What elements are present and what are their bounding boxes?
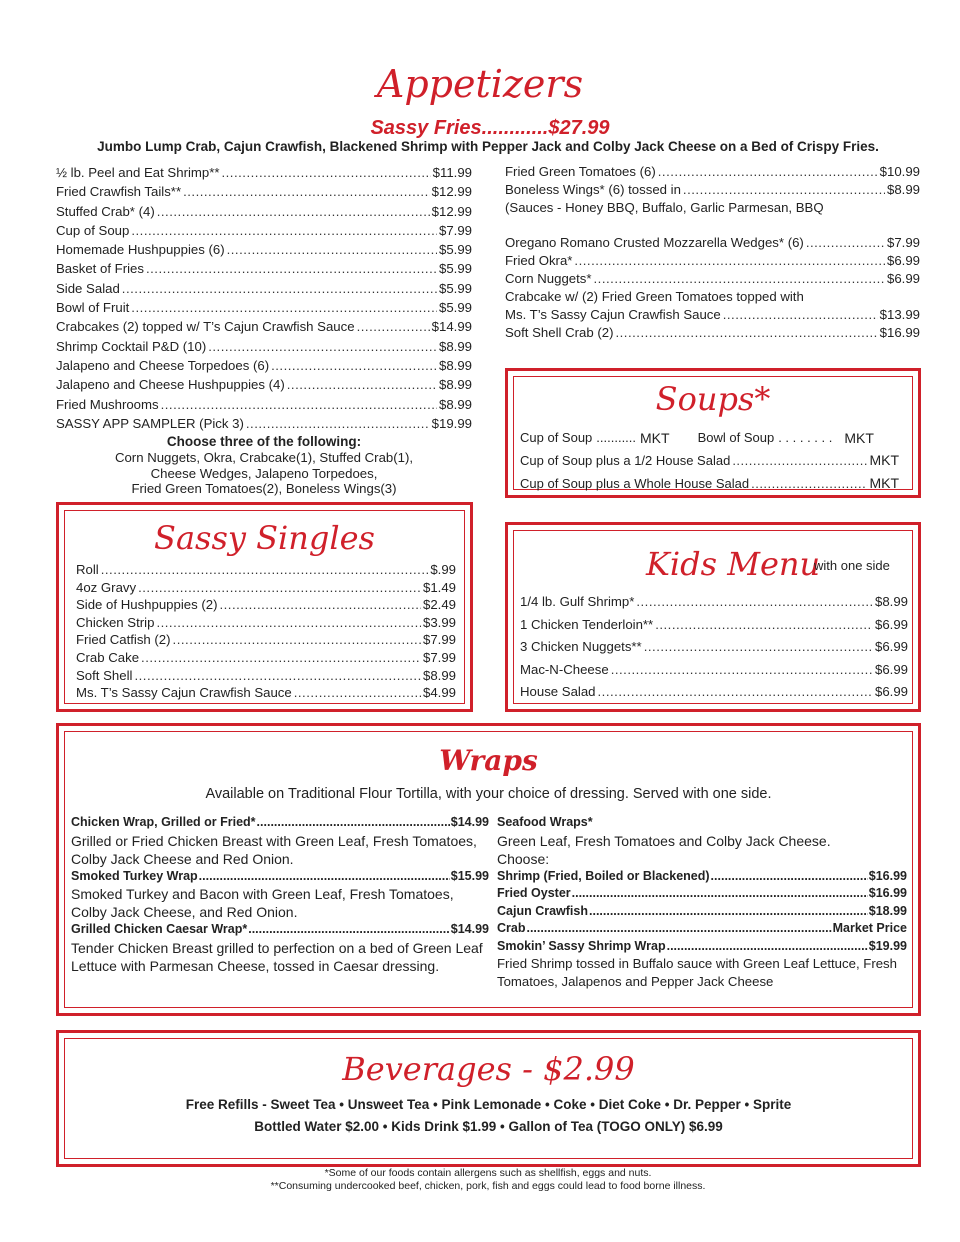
leader-dots — [574, 252, 885, 270]
menu-item — [76, 561, 456, 579]
leader-dots — [271, 356, 437, 375]
leader-dots — [199, 868, 450, 886]
item-price: $12.99 — [431, 184, 472, 200]
item-price: $16.99 — [868, 886, 907, 900]
leader-dots — [598, 681, 873, 704]
menu-item — [56, 202, 472, 221]
leader-dots — [636, 591, 873, 614]
item-name: Cup of Soup plus a 1/2 House Salad — [520, 453, 731, 468]
wrap-description: Grilled or Fried Chicken Breast with Green Leaf, Fresh Tomatoes, Colby Jack Cheese and Red Onion. — [71, 832, 477, 867]
soups-title: Soups* — [655, 380, 771, 418]
leader-dots — [134, 667, 421, 685]
menu-item — [505, 324, 920, 342]
item-name: Shrimp Cocktail P&D (10) — [56, 338, 207, 354]
seafood-choose-label: Choose: — [497, 850, 550, 867]
leader-dots — [156, 614, 421, 632]
leader-dots — [138, 579, 421, 597]
item-price: $5.99 — [438, 280, 472, 296]
menu-item — [76, 649, 456, 667]
leader-dots — [246, 414, 430, 433]
item-name: Soft Shell Crab (2) — [505, 325, 614, 340]
menu-item — [520, 681, 908, 704]
item-name: Side of Hushpuppies (2) — [76, 597, 218, 613]
item-price: $19.99 — [868, 938, 907, 953]
menu-item — [76, 631, 456, 649]
sampler-line: Cheese Wedges, Jalapeno Torpedoes, — [150, 465, 378, 481]
sampler-line: Fried Green Tomatoes(2), Boneless Wings(3) — [131, 481, 397, 497]
wrap-item — [71, 921, 489, 939]
item-price: $8.99 — [438, 338, 472, 354]
appetizers-right-list — [505, 163, 920, 342]
sassy-fries-heading: Sassy Fries............$27.99 — [370, 117, 610, 139]
item-name: Smokin’ Sassy Shrimp Wrap — [497, 938, 666, 953]
item-price: $6.99 — [886, 271, 920, 286]
smokin-wrap-description: Fried Shrimp tossed in Buffalo sauce with Green Leaf Lettuce, Fresh Tomatoes, Jalapenos and Pepper Jack Cheese — [497, 956, 897, 989]
item-price: $10.99 — [879, 164, 920, 179]
item-name: Ms. T’s Sassy Cajun Crawfish Sauce — [76, 685, 292, 701]
menu-item — [76, 614, 456, 632]
beverages-section — [56, 1030, 921, 1167]
item-price: $5.99 — [438, 242, 472, 258]
leader-dots — [655, 614, 873, 637]
menu-item — [56, 356, 472, 375]
menu-item — [505, 306, 920, 324]
item-price: $4.99 — [422, 685, 456, 701]
seafood-wraps-description: Green Leaf, Fresh Tomatoes and Colby Jack Cheese. — [497, 832, 831, 849]
item-name: Oregano Romano Crusted Mozzarella Wedges* (6) — [505, 235, 804, 250]
menu-item — [56, 259, 472, 278]
item-name: Crab Cake — [76, 649, 140, 665]
leader-dots — [611, 659, 873, 682]
menu-item — [520, 591, 908, 614]
sampler-line: Corn Nuggets, Okra, Crabcake(1), Stuffed Crab(1), — [114, 450, 414, 466]
wrap-item — [71, 814, 489, 832]
leader-dots — [357, 317, 430, 336]
menu-item — [76, 667, 456, 685]
leader-dots: . . . . . . . . — [778, 430, 833, 445]
item-price: $8.99 — [874, 594, 908, 609]
leader-dots — [131, 221, 437, 240]
leader-dots — [122, 279, 437, 298]
wraps-subtitle: Available on Traditional Flour Tortilla, with your choice of dressing. Served with one side. — [205, 786, 772, 802]
item-price: $7.99 — [886, 235, 920, 250]
leader-dots — [294, 684, 421, 702]
item-name: Soft Shell — [76, 667, 133, 683]
sampler-options — [56, 450, 472, 497]
leader-dots — [219, 596, 421, 614]
menu-item — [520, 427, 900, 449]
menu-item — [497, 903, 907, 921]
menu-item — [56, 337, 472, 356]
item-price: MKT — [869, 475, 899, 491]
leader-dots — [711, 868, 868, 886]
leader-dots — [658, 163, 878, 181]
item-name: Cup of Soup — [56, 222, 130, 238]
sassy-singles-section — [56, 502, 473, 712]
leader-dots — [173, 631, 421, 649]
kids-menu-title: Kids Menu — [646, 545, 821, 583]
item-price: $2.49 — [422, 597, 456, 613]
item-name: Cup of Soup plus a Whole House Salad — [520, 476, 750, 491]
item-price: $6.99 — [874, 684, 908, 699]
item-name: Fried Okra* — [505, 253, 573, 268]
item-name: Smoked Turkey Wrap — [71, 868, 198, 883]
leader-dots: ........... — [596, 430, 637, 445]
item-name: 4oz Gravy — [76, 579, 137, 595]
item-name: Corn Nuggets* — [505, 271, 592, 286]
menu-item — [505, 270, 920, 288]
leader-dots — [667, 938, 868, 956]
leader-dots — [208, 337, 437, 356]
menu-item — [520, 472, 899, 495]
menu-item — [56, 221, 472, 240]
menu-item — [520, 449, 899, 472]
item-price: $19.99 — [431, 415, 472, 431]
menu-item — [497, 868, 907, 886]
item-price: $14.99 — [450, 922, 489, 936]
menu-item — [56, 279, 472, 298]
item-name: 1/4 lb. Gulf Shrimp* — [520, 594, 635, 609]
item-price: $3.99 — [422, 614, 456, 630]
item-price: $8.99 — [438, 377, 472, 393]
appetizers-left-list — [56, 163, 472, 497]
menu-item — [505, 234, 920, 252]
item-name: Roll — [76, 562, 99, 577]
leader-dots — [101, 561, 429, 579]
item-name: Basket of Fries — [56, 261, 144, 277]
item-price: $16.99 — [879, 325, 920, 340]
undercooked-warning: **Consuming undercooked beef, chicken, pork, fish and eggs could lead to food borne illness. — [270, 1180, 706, 1192]
item-name: Chicken Wrap, Grilled or Fried* — [71, 815, 256, 829]
menu-item — [76, 579, 456, 597]
item-price: MKT — [869, 452, 899, 468]
menu-item — [56, 163, 472, 182]
item-name: 1 Chicken Tenderloin** — [520, 616, 654, 632]
item-price: $14.99 — [450, 815, 489, 829]
leader-dots — [227, 240, 437, 259]
item-name: Boneless Wings* (6) tossed in — [505, 182, 681, 197]
item-name: Stuffed Crab* (4) — [56, 203, 155, 219]
menu-item — [497, 938, 907, 956]
wraps-section — [56, 723, 921, 1016]
item-name: SASSY APP SAMPLER (Pick 3) — [56, 415, 244, 431]
item-name: Jalapeno and Cheese Hushpuppies (4) — [56, 377, 285, 393]
menu-item — [520, 659, 908, 682]
leader-dots — [526, 920, 831, 938]
leader-dots — [257, 814, 450, 832]
item-price: $8.99 — [438, 396, 472, 412]
leader-dots — [157, 202, 430, 221]
menu-item — [76, 684, 456, 702]
item-name: Chicken Strip — [76, 614, 155, 630]
wraps-right-column — [497, 814, 907, 991]
menu-item — [497, 920, 907, 938]
menu-item — [56, 317, 472, 336]
kids-list — [520, 591, 908, 704]
wrap-description: Smoked Turkey and Bacon with Green Leaf, Fresh Tomatoes, Colby Jack Cheese, and Red Onion. — [71, 886, 454, 920]
menu-item — [505, 252, 920, 270]
leader-dots — [572, 885, 868, 903]
leader-dots — [183, 182, 430, 201]
menu-item — [520, 636, 908, 659]
beverages-line-2: Bottled Water $2.00 • Kids Drink $1.99 • Gallon of Tea (TOGO ONLY) $6.99 — [254, 1119, 723, 1134]
kids-menu-section — [505, 522, 921, 712]
appetizers-title: Appetizers — [376, 62, 584, 106]
menu-item — [56, 298, 472, 317]
beverages-title: Beverages - $2.99 — [342, 1050, 635, 1088]
leader-dots — [221, 163, 430, 182]
leader-dots — [589, 903, 868, 921]
item-name: House Salad — [520, 684, 596, 699]
leader-dots — [594, 270, 885, 288]
item-name: Crabcakes (2) topped w/ T’s Cajun Crawfish Sauce — [56, 319, 355, 335]
leader-dots — [141, 649, 421, 667]
sauces-note: (Sauces - Honey BBQ, Buffalo, Garlic Parmesan, BBQ — [505, 200, 824, 215]
item-price: $8.99 — [886, 182, 920, 197]
item-price: $18.99 — [868, 903, 907, 918]
item-price: $16.99 — [868, 868, 907, 883]
sassy-fries-description: Jumbo Lump Crab, Cajun Crawfish, Blackened Shrimp with Pepper Jack and Colby Jack Cheese on a Bed of Crispy Fries. — [97, 139, 879, 154]
item-price: $8.99 — [422, 667, 456, 683]
menu-item — [56, 375, 472, 394]
item-price: $1.49 — [422, 579, 456, 595]
sassy-singles-title: Sassy Singles — [154, 519, 375, 557]
leader-dots — [806, 234, 885, 252]
item-name: Jalapeno and Cheese Torpedoes (6) — [56, 357, 270, 373]
item-price: $7.99 — [422, 632, 456, 648]
item-price: $6.99 — [874, 616, 908, 632]
item-name: Shrimp (Fried, Boiled or Blackened) — [497, 868, 710, 883]
leader-dots — [146, 259, 437, 278]
leader-dots — [644, 636, 873, 659]
item-price: $14.99 — [431, 319, 472, 335]
item-price: $12.99 — [431, 203, 472, 219]
item-name: Fried Catfish (2) — [76, 632, 171, 648]
leader-dots — [683, 181, 885, 199]
item-name: Homemade Hushpuppies (6) — [56, 242, 225, 258]
item-price: Market Price — [832, 921, 907, 935]
soups-section — [505, 368, 921, 498]
leader-dots — [248, 921, 450, 939]
item-price: $7.99 — [422, 649, 456, 665]
item-name: Fried Crawfish Tails** — [56, 184, 182, 200]
wrap-description: Tender Chicken Breast grilled to perfection on a bed of Green Leaf Lettuce with Parmesan Cheese, tossed in Caesar dressing. — [71, 939, 483, 974]
leader-dots — [615, 324, 877, 342]
leader-dots — [287, 375, 437, 394]
item-price: $7.99 — [438, 222, 472, 238]
kids-menu-note: with one side — [814, 558, 890, 573]
item-name: Mac-N-Cheese — [520, 661, 609, 677]
seafood-wraps-heading: Seafood Wraps* — [497, 815, 593, 829]
item-name: Fried Mushrooms — [56, 396, 159, 412]
singles-list — [76, 561, 456, 702]
item-price: MKT — [844, 430, 874, 446]
item-name: Grilled Chicken Caesar Wrap* — [71, 922, 248, 936]
menu-item — [497, 885, 907, 903]
crabcake-line: Crabcake w/ (2) Fried Green Tomatoes topped with — [505, 289, 804, 304]
wraps-left-column — [71, 814, 489, 975]
wraps-title: Wraps — [439, 744, 538, 777]
item-name: Cajun Crawfish — [497, 903, 588, 918]
sampler-heading: Choose three of the following: — [166, 434, 362, 450]
leader-dots — [723, 306, 878, 324]
wrap-item — [71, 868, 489, 886]
item-name: 3 Chicken Nuggets** — [520, 639, 642, 654]
item-price: $6.99 — [886, 253, 920, 268]
item-name: Fried Oyster — [497, 886, 571, 900]
item-name: Fried Green Tomatoes (6) — [505, 164, 656, 179]
item-name: ½ lb. Peel and Eat Shrimp** — [56, 165, 220, 180]
item-name: Bowl of Soup — [697, 430, 775, 445]
soups-list — [520, 427, 900, 495]
item-name: Crab — [497, 921, 526, 935]
item-price: $11.99 — [432, 165, 472, 180]
leader-dots — [131, 298, 437, 317]
item-name: Side Salad — [56, 280, 120, 296]
item-price: $.99 — [430, 562, 456, 577]
beverages-line-1: Free Refills - Sweet Tea • Unsweet Tea • Pink Lemonade • Coke • Diet Coke • Dr. Pepper • Sprite — [185, 1097, 792, 1112]
menu-item — [56, 395, 472, 414]
allergen-note: *Some of our foods contain allergens such as shellfish, eggs and nuts. — [324, 1167, 652, 1179]
menu-item — [56, 414, 472, 433]
menu-item — [56, 182, 472, 201]
menu-item — [56, 240, 472, 259]
item-price: $15.99 — [450, 868, 489, 883]
menu-item — [76, 596, 456, 614]
item-price: $13.99 — [879, 307, 920, 322]
leader-dots — [161, 395, 437, 414]
item-name: Bowl of Fruit — [56, 300, 130, 316]
item-price: MKT — [640, 430, 670, 446]
item-name: Cup of Soup — [520, 430, 593, 445]
menu-item — [505, 181, 920, 199]
item-price: $6.99 — [874, 661, 908, 677]
menu-item — [505, 163, 920, 181]
item-price: $5.99 — [438, 300, 472, 316]
item-price: $6.99 — [874, 639, 908, 654]
menu-item — [520, 614, 908, 637]
item-name: Ms. T’s Sassy Cajun Crawfish Sauce — [505, 307, 721, 322]
item-price: $8.99 — [438, 357, 472, 373]
item-price: $5.99 — [438, 261, 472, 277]
